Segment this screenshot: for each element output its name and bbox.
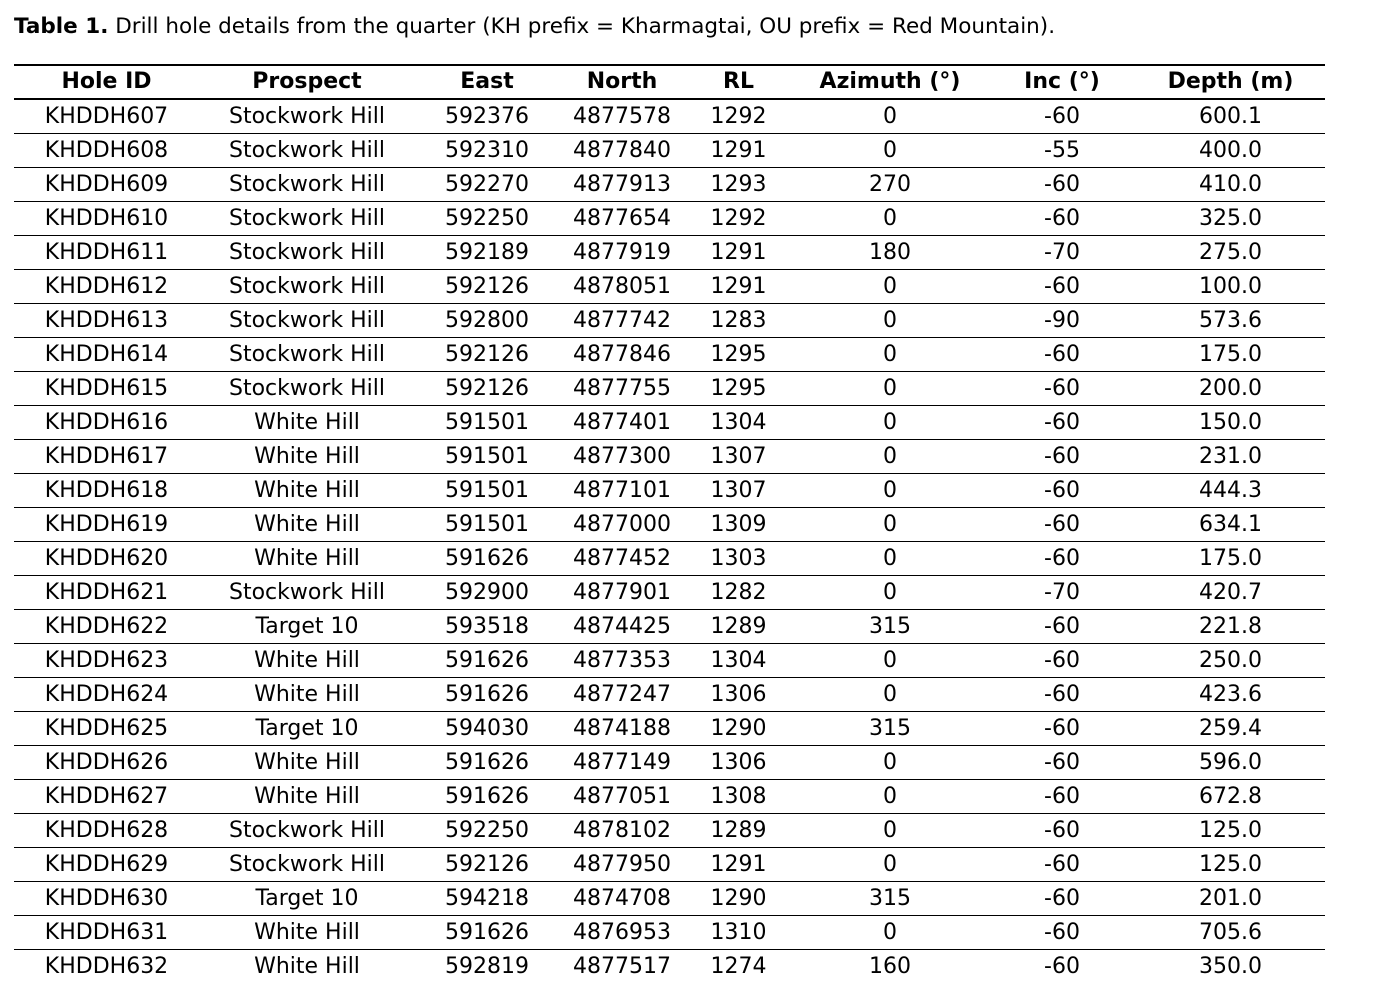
cell-prospect: White Hill [199, 406, 415, 440]
cell-rl: 1306 [685, 678, 792, 712]
cell-prospect: Stockwork Hill [199, 372, 415, 406]
cell-depth: 200.0 [1136, 372, 1325, 406]
cell-azimuth: 0 [792, 372, 988, 406]
cell-azimuth: 0 [792, 474, 988, 508]
cell-azimuth: 0 [792, 780, 988, 814]
cell-rl: 1307 [685, 440, 792, 474]
table-row [14, 168, 1325, 202]
cell-azimuth: 0 [792, 916, 988, 950]
caption-text: Drill hole details from the quarter (KH prefix = Kharmagtai, OU prefix = Red Mountain). [108, 14, 1056, 39]
cell-azimuth: 160 [869, 954, 911, 979]
cell-north: 4877919 [559, 236, 685, 270]
cell-north: 4877654 [559, 202, 685, 236]
cell-depth: 100.0 [1136, 270, 1325, 304]
cell-azimuth: 0 [792, 848, 988, 882]
cell-hole-id: KHDDH628 [14, 814, 199, 848]
cell-hole-id: KHDDH609 [14, 168, 199, 202]
cell-azimuth: 0 [792, 134, 988, 168]
cell-inc: -70 [988, 576, 1136, 610]
table-row [14, 644, 1325, 678]
cell-hole-id: KHDDH626 [14, 746, 199, 780]
cell-prospect: White Hill [199, 542, 415, 576]
header-row [14, 65, 1325, 99]
cell-azimuth: 0 [792, 576, 988, 610]
cell-east: 591501 [415, 508, 559, 542]
cell-rl: 1304 [685, 406, 792, 440]
cell-east: 591501 [415, 440, 559, 474]
cell-depth: 423.6 [1136, 678, 1325, 712]
cell-inc: -60 [988, 270, 1136, 304]
cell-hole-id: KHDDH632 [44, 954, 169, 979]
cell-north: 4877149 [559, 746, 685, 780]
cell-hole-id: KHDDH607 [14, 99, 199, 134]
cell-depth: 325.0 [1136, 202, 1325, 236]
cell-rl: 1274 [710, 954, 767, 979]
cell-azimuth: 315 [792, 712, 988, 746]
cell-north: 4877840 [559, 134, 685, 168]
caption-label: Table 1. [14, 14, 109, 39]
cell-east: 592126 [415, 848, 559, 882]
cell-prospect: Stockwork Hill [199, 236, 415, 270]
cell-east: 591501 [415, 406, 559, 440]
cell-azimuth: 0 [792, 814, 988, 848]
cell-hole-id: KHDDH610 [14, 202, 199, 236]
cell-inc: -60 [988, 508, 1136, 542]
cell-north: 4878102 [559, 814, 685, 848]
cell-azimuth: 0 [792, 440, 988, 474]
table-row [14, 678, 1325, 712]
cell-depth: 125.0 [1136, 848, 1325, 882]
cell-north: 4874708 [559, 882, 685, 916]
table-caption [14, 13, 1055, 41]
cell-north: 4877755 [559, 372, 685, 406]
cell-hole-id: KHDDH620 [14, 542, 199, 576]
cell-depth: 201.0 [1136, 882, 1325, 916]
cell-prospect: White Hill [199, 440, 415, 474]
table-row [14, 780, 1325, 814]
cell-hole-id: KHDDH624 [14, 678, 199, 712]
table-row [14, 134, 1325, 168]
cell-azimuth: 0 [792, 542, 988, 576]
cell-azimuth: 0 [792, 644, 988, 678]
cell-depth: 259.4 [1136, 712, 1325, 746]
table-row [14, 406, 1325, 440]
cell-north: 4877247 [559, 678, 685, 712]
cell-rl: 1295 [685, 372, 792, 406]
cell-north: 4877300 [559, 440, 685, 474]
cell-north: 4874188 [559, 712, 685, 746]
cell-east: 591626 [415, 678, 559, 712]
cell-east: 591626 [415, 780, 559, 814]
table-row [14, 474, 1325, 508]
cell-hole-id: KHDDH615 [14, 372, 199, 406]
column-header-hole-id: Hole ID [14, 65, 199, 99]
cell-hole-id: KHDDH630 [14, 882, 199, 916]
cell-hole-id: KHDDH612 [14, 270, 199, 304]
table-row [14, 712, 1325, 746]
cell-rl: 1295 [685, 338, 792, 372]
cell-depth: 420.7 [1136, 576, 1325, 610]
table-row [14, 508, 1325, 542]
column-header-prospect: Prospect [199, 65, 415, 99]
cell-north: 4877517 [573, 954, 671, 979]
cell-inc: -60 [988, 848, 1136, 882]
cell-depth: 150.0 [1136, 406, 1325, 440]
cell-depth: 600.1 [1136, 99, 1325, 134]
cell-rl: 1308 [685, 780, 792, 814]
cell-hole-id: KHDDH616 [14, 406, 199, 440]
cell-north: 4874425 [559, 610, 685, 644]
cell-hole-id: KHDDH631 [14, 916, 199, 950]
cell-rl: 1303 [685, 542, 792, 576]
cell-prospect: White Hill [199, 916, 415, 950]
drill-hole-table [14, 64, 1325, 983]
cell-east: 593518 [415, 610, 559, 644]
cell-prospect: Stockwork Hill [199, 202, 415, 236]
table-row [14, 99, 1325, 134]
cell-azimuth: 0 [792, 202, 988, 236]
cell-hole-id: KHDDH619 [14, 508, 199, 542]
table-row [14, 950, 1325, 983]
cell-east: 592900 [415, 576, 559, 610]
table-row [14, 916, 1325, 950]
cell-inc: -70 [988, 236, 1136, 270]
table-row [14, 338, 1325, 372]
cell-depth: 125.0 [1136, 814, 1325, 848]
cell-rl: 1291 [685, 236, 792, 270]
cell-north: 4877578 [559, 99, 685, 134]
cell-depth: 705.6 [1136, 916, 1325, 950]
cell-hole-id: KHDDH622 [14, 610, 199, 644]
cell-depth: 444.3 [1136, 474, 1325, 508]
cell-azimuth: 0 [792, 746, 988, 780]
cell-north: 4877950 [559, 848, 685, 882]
cell-inc: -60 [988, 99, 1136, 134]
cell-depth: 634.1 [1136, 508, 1325, 542]
table-row [14, 304, 1325, 338]
cell-inc: -90 [988, 304, 1136, 338]
cell-inc: -60 [988, 610, 1136, 644]
column-header-east: East [415, 65, 559, 99]
cell-rl: 1307 [685, 474, 792, 508]
cell-inc: -60 [988, 474, 1136, 508]
cell-east: 592126 [415, 338, 559, 372]
cell-inc: -55 [988, 134, 1136, 168]
table-row [14, 542, 1325, 576]
table-row [14, 372, 1325, 406]
cell-east: 592819 [445, 954, 529, 979]
cell-hole-id: KHDDH613 [14, 304, 199, 338]
cell-rl: 1292 [685, 202, 792, 236]
cell-inc: -60 [988, 712, 1136, 746]
table-row [14, 882, 1325, 916]
cell-rl: 1304 [685, 644, 792, 678]
cell-north: 4876953 [559, 916, 685, 950]
cell-depth: 596.0 [1136, 746, 1325, 780]
cell-hole-id: KHDDH625 [14, 712, 199, 746]
cell-azimuth: 0 [792, 270, 988, 304]
cell-depth: 410.0 [1136, 168, 1325, 202]
cell-prospect: White Hill [199, 746, 415, 780]
cell-depth: 221.8 [1136, 610, 1325, 644]
cell-azimuth: 0 [792, 406, 988, 440]
cell-east: 592189 [415, 236, 559, 270]
cell-prospect: Stockwork Hill [199, 338, 415, 372]
cell-inc: -60 [988, 338, 1136, 372]
cell-depth: 250.0 [1136, 644, 1325, 678]
cell-east: 592250 [415, 814, 559, 848]
cell-east: 592800 [415, 304, 559, 338]
cell-prospect: Target 10 [199, 882, 415, 916]
cell-rl: 1291 [685, 134, 792, 168]
cell-inc: -60 [988, 440, 1136, 474]
cell-prospect: White Hill [199, 780, 415, 814]
cell-depth: 573.6 [1136, 304, 1325, 338]
cell-prospect: Stockwork Hill [199, 304, 415, 338]
cell-prospect: Target 10 [199, 610, 415, 644]
cell-east: 592250 [415, 202, 559, 236]
table-row [14, 576, 1325, 610]
cell-prospect: White Hill [199, 474, 415, 508]
cell-prospect: Target 10 [199, 712, 415, 746]
cell-hole-id: KHDDH618 [14, 474, 199, 508]
cell-rl: 1291 [685, 848, 792, 882]
cell-inc: -60 [988, 406, 1136, 440]
cell-inc: -60 [988, 746, 1136, 780]
cell-hole-id: KHDDH617 [14, 440, 199, 474]
cell-inc: -60 [988, 780, 1136, 814]
column-header-rl: RL [685, 65, 792, 99]
cell-east: 591626 [415, 916, 559, 950]
cell-prospect: White Hill [199, 678, 415, 712]
cell-east: 591626 [415, 542, 559, 576]
cell-azimuth: 180 [792, 236, 988, 270]
cell-inc: -60 [988, 542, 1136, 576]
cell-azimuth: 0 [792, 304, 988, 338]
cell-azimuth: 0 [792, 678, 988, 712]
cell-rl: 1282 [685, 576, 792, 610]
cell-east: 592310 [415, 134, 559, 168]
cell-inc: -60 [988, 168, 1136, 202]
cell-prospect: Stockwork Hill [199, 270, 415, 304]
cell-rl: 1290 [685, 712, 792, 746]
cell-prospect: Stockwork Hill [199, 848, 415, 882]
cell-rl: 1289 [685, 610, 792, 644]
cell-north: 4877452 [559, 542, 685, 576]
cell-north: 4877353 [559, 644, 685, 678]
cell-prospect: Stockwork Hill [199, 576, 415, 610]
table-row [14, 440, 1325, 474]
cell-hole-id: KHDDH608 [14, 134, 199, 168]
cell-east: 591501 [415, 474, 559, 508]
cell-rl: 1290 [685, 882, 792, 916]
cell-azimuth: 315 [792, 610, 988, 644]
table-row [14, 814, 1325, 848]
column-header-north: North [559, 65, 685, 99]
cell-rl: 1291 [685, 270, 792, 304]
cell-north: 4877846 [559, 338, 685, 372]
cell-north: 4877051 [559, 780, 685, 814]
cell-prospect: Stockwork Hill [199, 814, 415, 848]
cell-depth: 350.0 [1199, 954, 1262, 979]
column-header-depth: Depth (m) [1136, 65, 1325, 99]
cell-azimuth: 270 [792, 168, 988, 202]
cell-inc: -60 [988, 644, 1136, 678]
cell-hole-id: KHDDH621 [14, 576, 199, 610]
cell-depth: 400.0 [1136, 134, 1325, 168]
cell-east: 592376 [415, 99, 559, 134]
cell-hole-id: KHDDH629 [14, 848, 199, 882]
cell-inc: -60 [988, 202, 1136, 236]
cell-inc: -60 [988, 372, 1136, 406]
cell-hole-id: KHDDH627 [14, 780, 199, 814]
cell-azimuth: 0 [792, 99, 988, 134]
cell-prospect: Stockwork Hill [199, 134, 415, 168]
cell-north: 4877742 [559, 304, 685, 338]
cell-north: 4877401 [559, 406, 685, 440]
cell-east: 594218 [415, 882, 559, 916]
table-row [14, 610, 1325, 644]
cell-depth: 231.0 [1136, 440, 1325, 474]
cell-depth: 175.0 [1136, 338, 1325, 372]
cell-hole-id: KHDDH623 [14, 644, 199, 678]
cell-hole-id: KHDDH611 [14, 236, 199, 270]
cell-rl: 1289 [685, 814, 792, 848]
cell-prospect: White Hill [199, 508, 415, 542]
cell-azimuth: 315 [792, 882, 988, 916]
cell-rl: 1310 [685, 916, 792, 950]
cell-inc: -60 [988, 916, 1136, 950]
column-header-inc: Inc (°) [988, 65, 1136, 99]
cell-east: 592126 [415, 270, 559, 304]
table-row [14, 270, 1325, 304]
cell-depth: 672.8 [1136, 780, 1325, 814]
cell-prospect: Stockwork Hill [199, 168, 415, 202]
column-header-azimuth: Azimuth (°) [792, 65, 988, 99]
cell-prospect: Stockwork Hill [199, 99, 415, 134]
cell-rl: 1292 [685, 99, 792, 134]
cell-rl: 1306 [685, 746, 792, 780]
cell-prospect: White Hill [199, 644, 415, 678]
table-row [14, 202, 1325, 236]
cell-north: 4877000 [559, 508, 685, 542]
cell-azimuth: 0 [792, 508, 988, 542]
cell-north: 4878051 [559, 270, 685, 304]
cell-rl: 1293 [685, 168, 792, 202]
cell-rl: 1283 [685, 304, 792, 338]
table-row [14, 746, 1325, 780]
cell-rl: 1309 [685, 508, 792, 542]
cell-inc: -60 [988, 814, 1136, 848]
cell-prospect: White Hill [254, 954, 360, 979]
cell-azimuth: 0 [792, 338, 988, 372]
cell-east: 591626 [415, 644, 559, 678]
cell-hole-id: KHDDH614 [14, 338, 199, 372]
table-row [14, 236, 1325, 270]
cell-north: 4877101 [559, 474, 685, 508]
cell-east: 592126 [415, 372, 559, 406]
cell-north: 4877901 [559, 576, 685, 610]
cell-depth: 175.0 [1136, 542, 1325, 576]
cell-inc: -60 [988, 882, 1136, 916]
cell-inc: -60 [988, 678, 1136, 712]
table-row [14, 848, 1325, 882]
table-body [14, 99, 1325, 983]
cell-east: 591626 [415, 746, 559, 780]
cell-east: 592270 [415, 168, 559, 202]
cell-north: 4877913 [559, 168, 685, 202]
cell-inc: -60 [1044, 954, 1080, 979]
cell-east: 594030 [415, 712, 559, 746]
table-header [14, 65, 1325, 99]
cell-depth: 275.0 [1136, 236, 1325, 270]
